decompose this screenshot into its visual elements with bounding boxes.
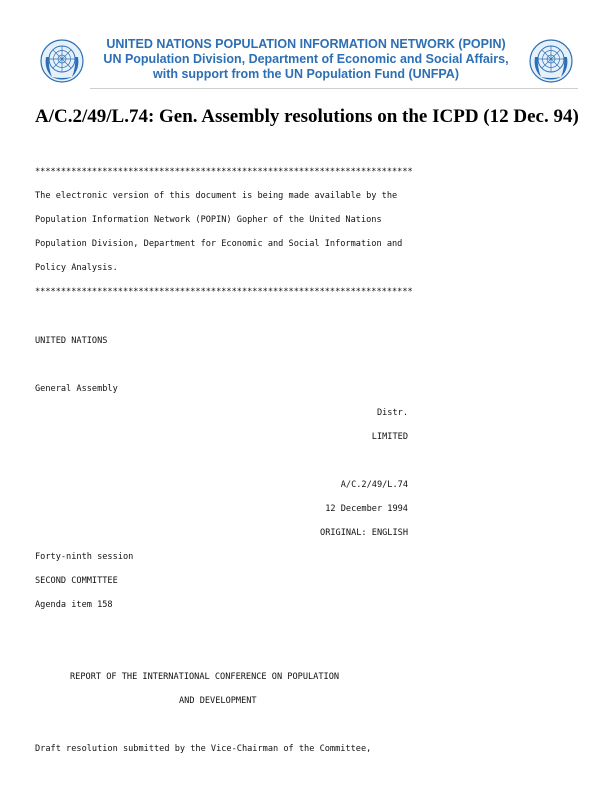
committee-label: SECOND COMMITTEE: [35, 576, 118, 586]
session-label: Forty-ninth session: [35, 552, 134, 562]
banner-line-3: with support from the UN Population Fund (UNFPA): [153, 67, 459, 81]
document-symbol: A/C.2/49/L.74: [340, 480, 408, 490]
document-date: 12 December 1994: [325, 504, 408, 514]
report-title-line-1: REPORT OF THE INTERNATIONAL CONFERENCE ON POPULATION: [70, 672, 340, 682]
intro-line-3: Population Division, Department for Economic and Social Information and: [35, 239, 403, 249]
draft-resolution-line: Draft resolution submitted by the Vice-Chairman of the Committee,: [35, 744, 372, 754]
organization-name: UNITED NATIONS: [35, 336, 108, 346]
intro-line-4: Policy Analysis.: [35, 263, 118, 273]
body-name: General Assembly: [35, 384, 118, 394]
distribution-label: Distr.: [376, 408, 408, 418]
intro-line-1: The electronic version of this document is being made available by the: [35, 191, 398, 201]
un-emblem-icon: [38, 37, 86, 85]
page-title: A/C.2/49/L.74: Gen. Assembly resolutions on the ICPD (12 Dec. 94): [35, 106, 579, 127]
header-divider: [90, 88, 578, 89]
stars-divider-bottom: *************************************************************************: [35, 287, 413, 297]
page-header: [0, 0, 612, 92]
intro-line-2: Population Information Network (POPIN) Gopher of the United Nations: [35, 215, 382, 225]
report-title-line-2: AND DEVELOPMENT: [179, 696, 257, 706]
distribution-value: LIMITED: [371, 432, 408, 442]
stars-divider-top: *************************************************************************: [35, 167, 413, 177]
original-language: ORIGINAL: ENGLISH: [320, 528, 408, 538]
popin-banner: [90, 37, 522, 82]
banner-line-1: UNITED NATIONS POPULATION INFORMATION NETWORK (POPIN): [106, 37, 506, 51]
agenda-item: Agenda item 158: [35, 600, 113, 610]
banner-line-2: UN Population Division, Department of Economic and Social Affairs,: [103, 52, 509, 66]
un-emblem-icon: [527, 37, 575, 85]
